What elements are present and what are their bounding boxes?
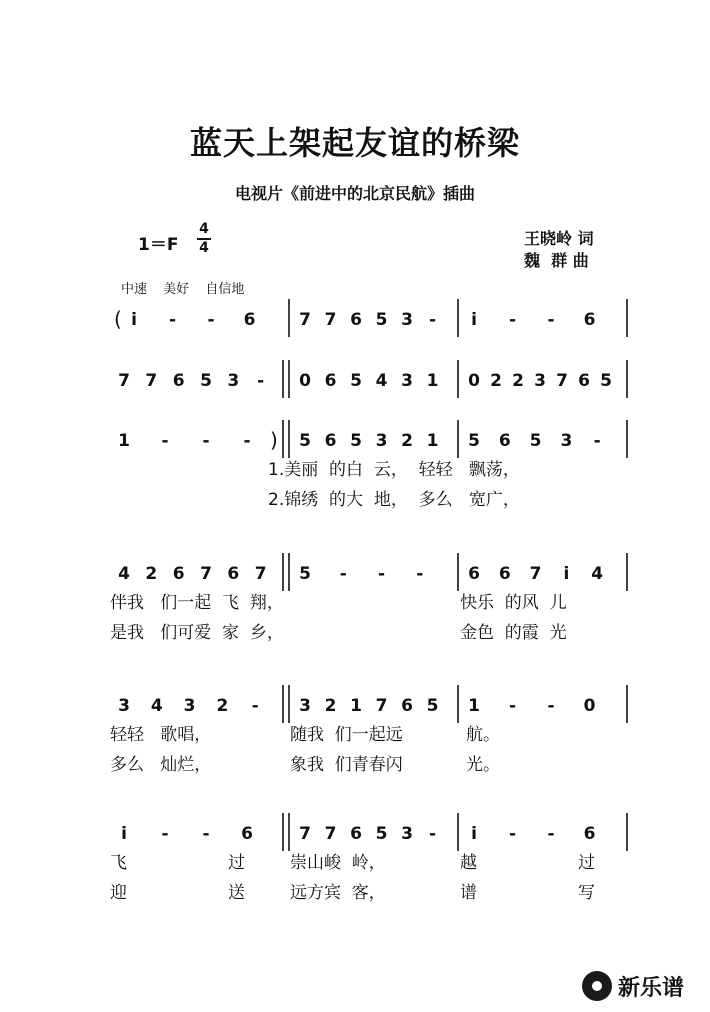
note-dash: - (202, 431, 210, 451)
lyric-line: 1.美丽 的白 云， 轻轻 飘荡， (268, 460, 520, 480)
note: 3 (227, 371, 240, 391)
note: i (131, 310, 137, 330)
note: 7 (145, 371, 158, 391)
note: 4 (150, 696, 163, 716)
note: 3 (401, 310, 413, 330)
lyric-line: 2.锦绣 的大 地， 多么 宽广， (268, 490, 520, 510)
note: 2 (324, 696, 337, 716)
tempo-mark: 美好 (163, 282, 190, 297)
tempo-mark: 中速 (121, 282, 148, 297)
note: 0 (583, 696, 596, 716)
note: 6 (498, 431, 511, 451)
note: 2 (512, 371, 524, 391)
note-dash: - (547, 824, 555, 844)
note: 5 (426, 696, 439, 716)
note: 3 (183, 696, 196, 716)
lyric-line: 是我 们可爱 家 乡， (110, 623, 284, 643)
note: 7 (118, 371, 130, 391)
note-dash: - (508, 310, 517, 330)
note: 3 (375, 431, 388, 451)
note: i (563, 564, 570, 584)
note: 6 (583, 310, 596, 330)
note-dash: - (416, 564, 424, 584)
note: 1 (118, 431, 130, 451)
note: 2 (401, 431, 413, 451)
note: 6 (172, 371, 185, 391)
note: 6 (324, 371, 337, 391)
lyric-line: 象我 们青春闪 (290, 755, 403, 775)
note: 7 (324, 824, 337, 844)
note-dash: - (207, 310, 215, 330)
note-dash: - (428, 824, 437, 844)
note: i (121, 824, 127, 844)
note: 7 (299, 824, 311, 844)
note-dash: - (257, 371, 265, 391)
tempo-mark: 自信地 (205, 282, 245, 297)
note: 1 (468, 696, 480, 716)
note: 4 (118, 564, 130, 584)
note-dash: - (508, 696, 517, 716)
lyric-line: 伴我 们一起 飞 翔， (110, 593, 284, 613)
composer-credit: 魏 群 曲 (524, 251, 589, 270)
repeat-paren: ) (270, 428, 278, 452)
note-dash: - (161, 824, 169, 844)
lyric-line: 谱 (460, 883, 477, 903)
lyric-line: 崇山峻 岭， (290, 853, 386, 873)
lyric-line: 多么 灿烂， (110, 755, 212, 775)
note-dash: - (202, 824, 210, 844)
note: 7 (529, 564, 542, 584)
note-dash: - (168, 310, 177, 330)
note: 6 (241, 824, 253, 844)
note: 3 (560, 431, 573, 451)
note: 4 (375, 371, 388, 391)
lyric-line: 快乐 的风 儿 (460, 593, 567, 613)
note: 3 (299, 696, 311, 716)
note: 7 (254, 564, 267, 584)
song-title: 蓝天上架起友谊的桥梁 (189, 124, 520, 162)
note: 5 (529, 431, 542, 451)
time-signature-bottom: 4 (199, 240, 209, 256)
note: 0 (468, 371, 480, 391)
note: 6 (324, 431, 337, 451)
note: 2 (490, 371, 502, 391)
note: 6 (350, 310, 362, 330)
note: 3 (118, 696, 130, 716)
note: 6 (227, 564, 240, 584)
lyric-line: 写 (578, 883, 595, 903)
note: 6 (498, 564, 511, 584)
note-dash: - (547, 696, 555, 716)
lyric-line: 金色 的霞 光 (460, 623, 567, 643)
note: 5 (350, 431, 362, 451)
repeat-paren: ( (114, 307, 122, 331)
note-dash: - (339, 564, 347, 584)
lyric-line: 随我 们一起远 (290, 725, 403, 745)
note: 7 (200, 564, 212, 584)
record-disc-icon (582, 971, 612, 1001)
lyric-line: 航。 (466, 725, 500, 745)
logo-text: 新乐谱 (618, 975, 685, 1001)
note: 3 (401, 371, 413, 391)
lyric-line: 过 (228, 853, 245, 873)
note: 6 (243, 310, 256, 330)
note-dash: - (243, 431, 251, 451)
note: 1 (426, 371, 439, 391)
note: 6 (583, 824, 596, 844)
note: 1 (426, 431, 439, 451)
note: 2 (145, 564, 158, 584)
note: 6 (578, 371, 590, 391)
note: 7 (375, 696, 388, 716)
key-signature: 1＝F (138, 235, 179, 255)
note: 5 (200, 371, 212, 391)
note: 4 (591, 564, 604, 584)
note: 5 (299, 564, 311, 584)
time-signature-top: 4 (199, 221, 209, 237)
note: 7 (324, 310, 337, 330)
note-dash: - (508, 824, 517, 844)
lyric-line: 飞 (110, 853, 127, 873)
site-logo (582, 966, 684, 1006)
note: i (471, 824, 477, 844)
note: 5 (600, 371, 612, 391)
note: 5 (375, 310, 388, 330)
note: 5 (468, 431, 480, 451)
lyric-line: 轻轻 歌唱， (110, 725, 212, 745)
note: 7 (299, 310, 311, 330)
note: 6 (172, 564, 185, 584)
note: 6 (401, 696, 413, 716)
note: 5 (375, 824, 388, 844)
note: 3 (534, 371, 546, 391)
note: 2 (216, 696, 229, 716)
note: i (471, 310, 477, 330)
note: 5 (350, 371, 362, 391)
note: 6 (468, 564, 480, 584)
note: 1 (350, 696, 362, 716)
lyric-line: 过 (578, 853, 595, 873)
note: 0 (299, 371, 311, 391)
lyric-line: 远方宾 客， (290, 883, 386, 903)
note: 7 (556, 371, 568, 391)
lyric-line: 迎 (110, 883, 127, 903)
note: 3 (401, 824, 413, 844)
lyric-line: 送 (228, 883, 245, 903)
lyric-line: 越 (460, 853, 477, 873)
lyricist-credit: 王晓岭 词 (524, 229, 594, 248)
note-dash: - (428, 310, 437, 330)
note-dash: - (251, 696, 259, 716)
note-dash: - (547, 310, 555, 330)
song-subtitle: 电视片《前进中的北京民航》插曲 (234, 184, 475, 203)
note-dash: - (377, 564, 386, 584)
note-dash: - (593, 431, 601, 451)
lyric-line: 光。 (466, 755, 500, 775)
note: 5 (299, 431, 311, 451)
note-dash: - (161, 431, 169, 451)
note: 6 (350, 824, 362, 844)
